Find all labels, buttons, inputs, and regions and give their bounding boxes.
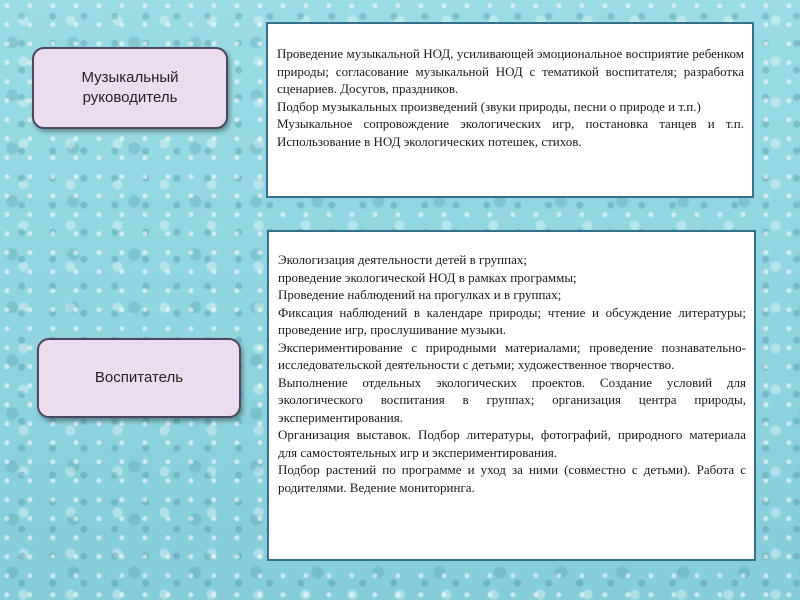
teacher-role-box xyxy=(37,338,241,418)
music-director-role-box xyxy=(32,47,228,129)
teacher-label: Воспитатель xyxy=(94,369,184,386)
duty-paragraph: Организация выставок. Подбор литературы, фотографий, природного материала для самостоятельных игр и экспериментирования. xyxy=(278,427,746,460)
duty-paragraph: проведение экологической НОД в рамках программы; xyxy=(278,269,577,285)
teacher-duties-box xyxy=(267,230,756,561)
music-director-duties-box xyxy=(266,22,754,198)
duty-paragraph: Фиксация наблюдений в календаре природы; чтение и обсуждение литературы; проведение игр, прослушивание музыки. xyxy=(278,304,746,337)
duty-paragraph: Проведение музыкальной НОД, усиливающей эмоциональное восприятие ребенком природы; согласование музыкальной НОД с тематикой воспитателя; разработка сценариев. Досугов, праздников. xyxy=(277,46,744,96)
music-director-label: Музыкальный руководитель xyxy=(81,69,179,106)
duty-paragraph: Экспериментирование с природными материалами; проведение познавательно-исследовательской деятельности с детьми; художественное творчество. xyxy=(278,339,746,372)
duty-paragraph: Выполнение отдельных экологических проектов. Создание условий для экологического воспитания в группах; организация центра природы, экспериментирования. xyxy=(278,374,746,425)
duty-paragraph: Проведение наблюдений на прогулках и в группах; xyxy=(278,287,562,302)
duty-paragraph: Музыкальное сопровождение экологических игр, постановка танцев и т.п. Использование в НОД экологических потешек, стихов. xyxy=(277,116,744,149)
duty-paragraph: Подбор растений по программе и уход за ними (совместно с детьми). Работа с родителями. Ведение мониторинга. xyxy=(278,462,746,495)
duty-paragraph: Экологизация деятельности детей в группах; xyxy=(278,252,527,267)
duty-paragraph: Подбор музыкальных произведений (звуки природы, песни о природе и т.п.) xyxy=(277,98,701,114)
